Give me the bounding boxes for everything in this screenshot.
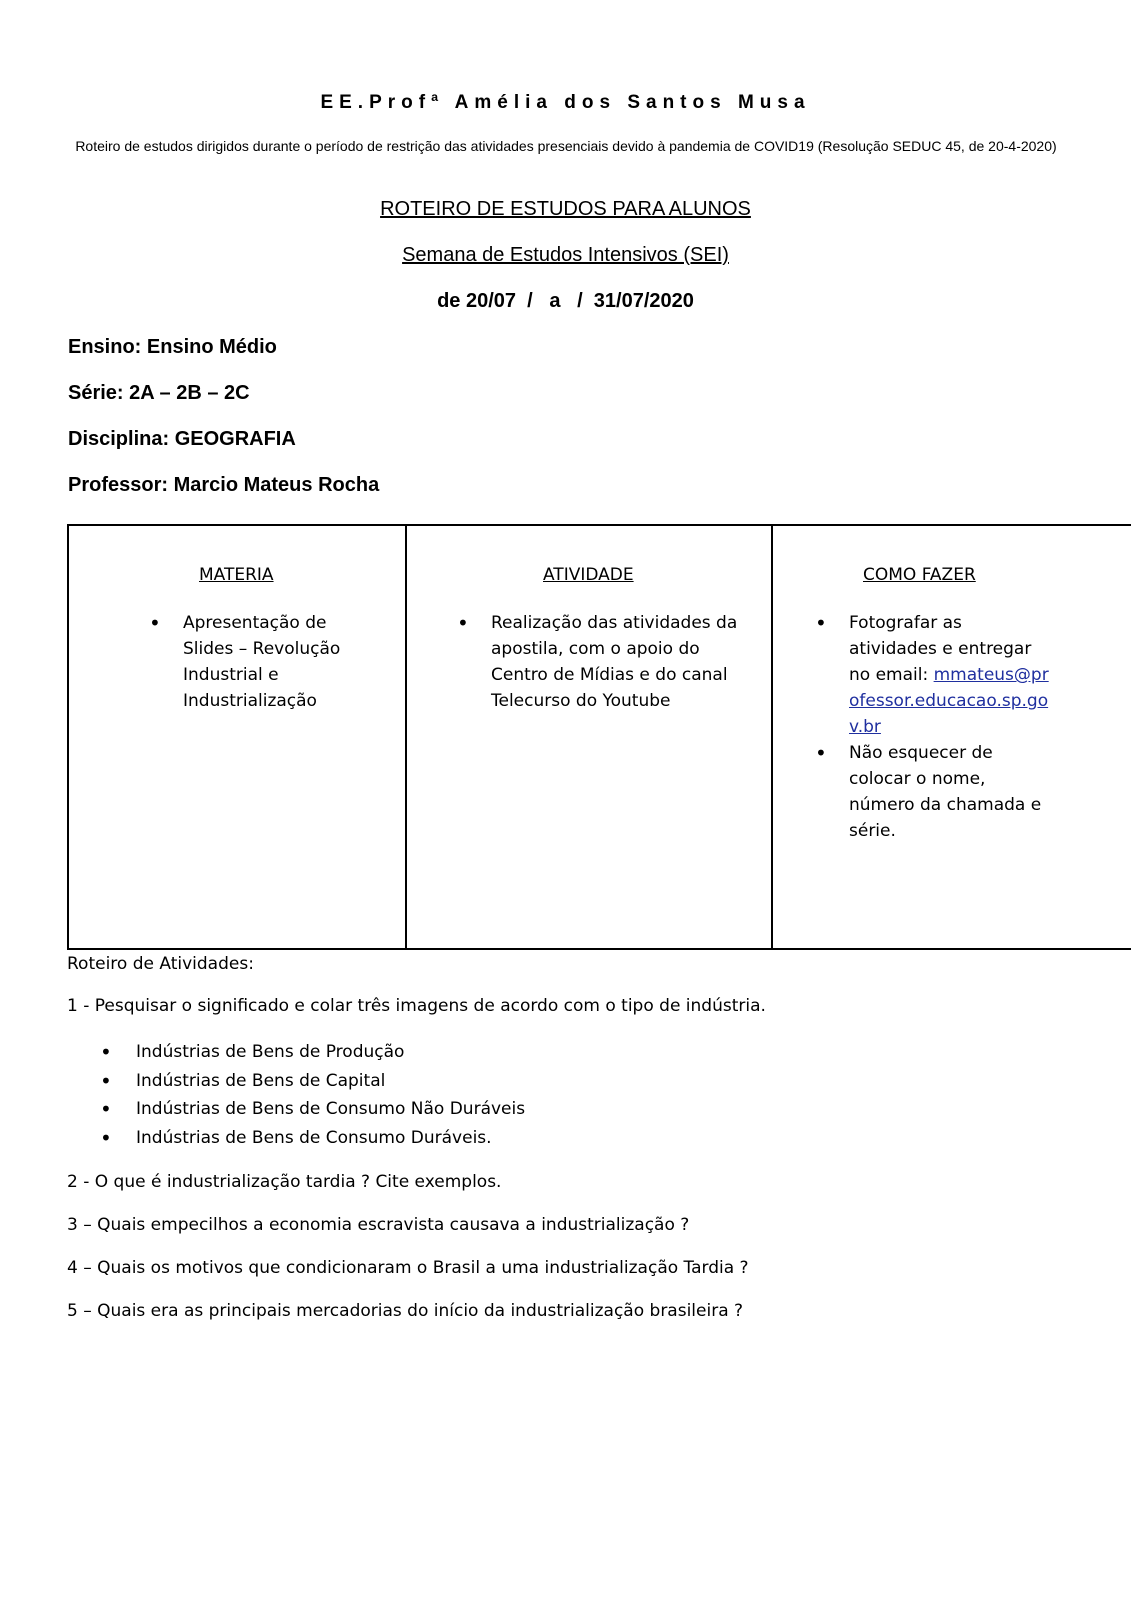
question-5: 5 – Quais era as principais mercadorias do início da industrialização brasileira ?	[67, 1301, 744, 1321]
question-3: 3 – Quais empecilhos a economia escravista causava a industrialização ?	[67, 1215, 690, 1235]
atividade-column	[407, 526, 773, 948]
list-item: • Indústrias de Bens de Consumo Duráveis.	[100, 1124, 525, 1153]
atividade-header: ATIVIDADE	[543, 565, 634, 585]
materia-column	[69, 526, 407, 948]
week-title: Semana de Estudos Intensivos (SEI)	[402, 244, 729, 266]
serie-field: Série: 2A – 2B – 2C	[68, 382, 250, 404]
materia-list	[149, 610, 379, 714]
atividade-list	[457, 610, 747, 714]
list-item: • Indústrias de Bens de Capital	[100, 1067, 525, 1096]
list-item: • Indústrias de Bens de Produção	[100, 1038, 525, 1067]
materia-header: MATERIA	[199, 565, 274, 585]
study-table	[67, 524, 1131, 950]
email-instruction: Fotografar as atividades e entregar no email:	[849, 613, 1032, 685]
school-name: EE.Profª Amélia dos Santos Musa	[320, 92, 811, 113]
question-4: 4 – Quais os motivos que condicionaram o Brasil a uma industrialização Tardia ?	[67, 1258, 749, 1278]
list-item: • Realização das atividades da apostila, com o apoio do Centro de Mídias e do canal Telecurso do Youtube	[457, 610, 747, 714]
professor-field: Professor: Marcio Mateus Rocha	[68, 474, 380, 496]
email-link[interactable]: mmateus@professor.educacao.sp.gov.br	[849, 665, 1049, 737]
date-range: de 20/07 / a / 31/07/2020	[437, 290, 694, 312]
roteiro-heading: Roteiro de Atividades:	[67, 954, 254, 974]
como-fazer-header: COMO FAZER	[863, 565, 976, 585]
list-item: • Apresentação de Slides – Revolução Industrial e Industrialização	[149, 610, 379, 714]
document-subtitle: Roteiro de estudos dirigidos durante o período de restrição das atividades presenciais devido à pandemia de COVID19 (Resolução SEDUC 45, de 20-4-2020)	[75, 138, 1057, 154]
question-2: 2 - O que é industrialização tardia ? Cite exemplos.	[67, 1172, 502, 1192]
como-fazer-list	[815, 610, 1055, 844]
list-item: • Não esquecer de colocar o nome, número da chamada e série.	[815, 740, 1055, 844]
ensino-field: Ensino: Ensino Médio	[68, 336, 277, 358]
como-fazer-column	[773, 526, 1131, 948]
list-item: • Indústrias de Bens de Consumo Não Duráveis	[100, 1095, 525, 1124]
disciplina-field: Disciplina: GEOGRAFIA	[68, 428, 296, 450]
industry-types-list	[100, 1038, 525, 1152]
document-title: ROTEIRO DE ESTUDOS PARA ALUNOS	[380, 198, 751, 220]
list-item	[815, 610, 1055, 740]
question-1: 1 - Pesquisar o significado e colar três imagens de acordo com o tipo de indústria.	[67, 996, 766, 1016]
